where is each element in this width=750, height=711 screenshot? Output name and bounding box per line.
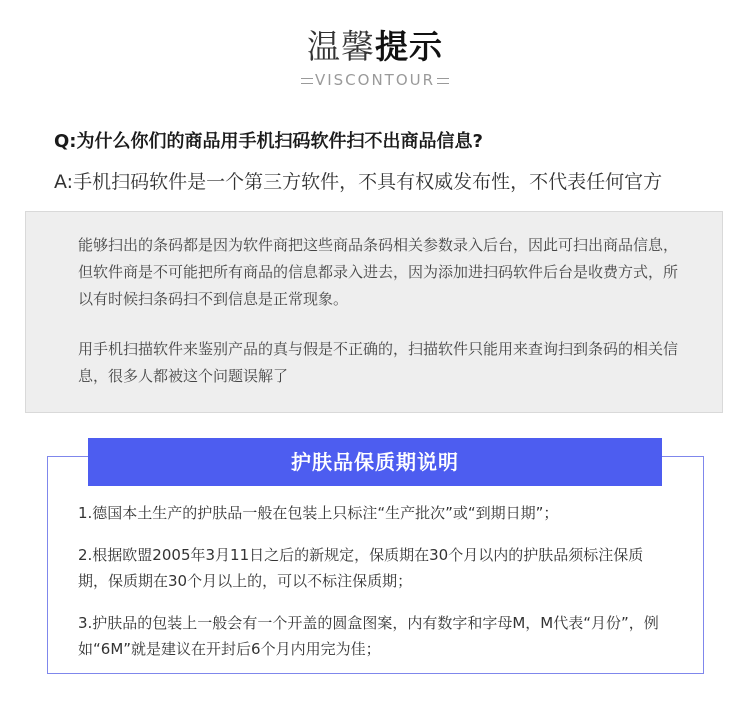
shelf-life-item: 3.护肤品的包装上一般会有一个开盖的圆盒图案，内有数字和字母M，M代表“月份”，例如“6M”就是建议在开封后6个月内用完为佳； (78, 614, 659, 658)
brand-name: VISCONTOUR (314, 71, 436, 89)
brand-subtitle (0, 70, 750, 90)
left-dash-decoration (301, 78, 313, 84)
faq-answer: A:手机扫码软件是一个第三方软件，不具有权威发布性，不代表任何官方 (54, 171, 663, 193)
title-light-part: 温馨 (307, 27, 375, 66)
shelf-life-item: 2.根据欧盟2005年3月11日之后的新规定，保质期在30个月以内的护肤品须标注保质期，保质期在30个月以上的，可以不标注保质期； (78, 546, 644, 590)
shelf-life-banner: 护肤品保质期说明 (88, 438, 662, 486)
explanation-box (25, 211, 723, 413)
title-bold-part: 提示 (375, 27, 443, 66)
explanation-paragraph-1: 能够扫出的条码都是因为软件商把这些商品条码相关参数录入后台，因此可扫出商品信息，但软件商是不可能把所有商品的信息都录入进去，因为添加进扫码软件后台是收费方式，所以有时候扫条码扫不到信息是正常现象。 (78, 236, 679, 308)
explanation-paragraph-2: 用手机扫描软件来鉴别产品的真与假是不正确的，扫描软件只能用来查询扫到条码的相关信息，很多人都被这个问题误解了 (78, 340, 679, 385)
shelf-life-item: 1.德国本土生产的护肤品一般在包装上只标注“生产批次”或“到期日期”； (78, 504, 559, 522)
right-dash-decoration (437, 78, 449, 84)
page-title (0, 26, 750, 68)
faq-question: Q:为什么你们的商品用手机扫码软件扫不出商品信息? (54, 131, 483, 152)
